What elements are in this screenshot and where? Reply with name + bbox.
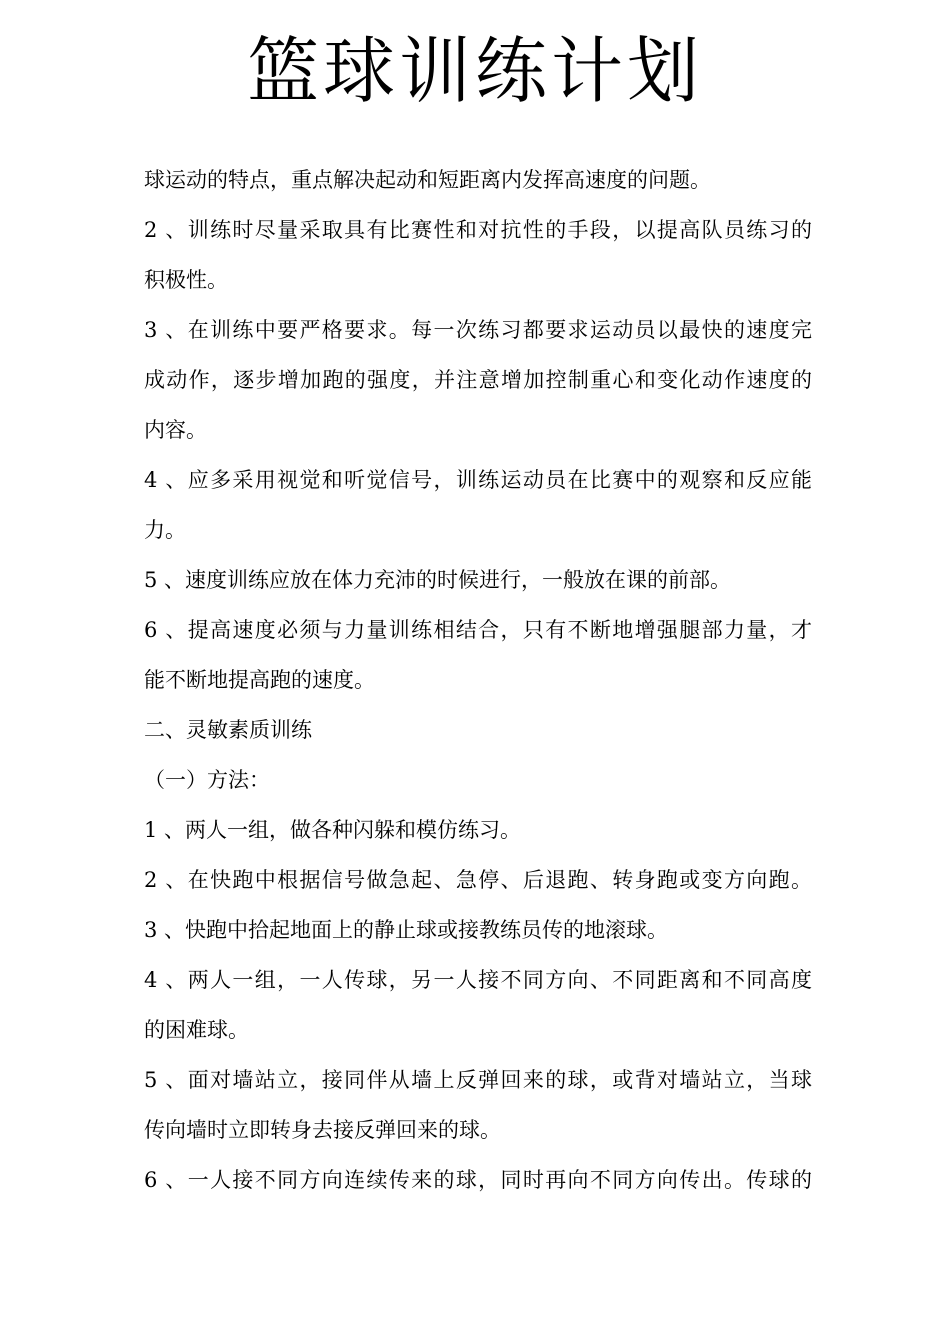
document-body (144, 155, 812, 1205)
body-line: 力。 (144, 518, 186, 542)
body-line: 内容。 (144, 418, 207, 442)
body-line: 5 、面对墙站立，接同伴从墙上反弹回来的球，或背对墙站立，当球 (144, 1068, 812, 1092)
body-line: 5 、速度训练应放在体力充沛的时候进行，一般放在课的前部。 (144, 568, 732, 592)
body-line: 6 、一人接不同方向连续传来的球，同时再向不同方向传出。传球的 (144, 1168, 812, 1192)
body-line: （一）方法： (144, 768, 270, 792)
body-line: 3 、快跑中拾起地面上的静止球或接教练员传的地滚球。 (144, 918, 669, 942)
body-line: 2 、在快跑中根据信号做急起、急停、后退跑、转身跑或变方向跑。 (144, 868, 812, 892)
body-line: 成动作，逐步增加跑的强度，并注意增加控制重心和变化动作速度的 (144, 368, 812, 392)
body-line: 3 、在训练中要严格要求。每一次练习都要求运动员以最快的速度完 (144, 318, 812, 342)
body-line: 二、灵敏素质训练 (144, 718, 312, 742)
body-line: 传向墙时立即转身去接反弹回来的球。 (144, 1118, 501, 1142)
body-line: 积极性。 (144, 268, 228, 292)
body-line: 6 、提高速度必须与力量训练相结合，只有不断地增强腿部力量，才 (144, 618, 812, 642)
body-line: 4 、两人一组，一人传球，另一人接不同方向、不同距离和不同高度 (144, 968, 812, 992)
body-line: 4 、应多采用视觉和听觉信号，训练运动员在比赛中的观察和反应能 (144, 468, 812, 492)
body-line: 能不断地提高跑的速度。 (144, 668, 375, 692)
body-line: 2 、训练时尽量采取具有比赛性和对抗性的手段，以提高队员练习的 (144, 218, 812, 242)
body-line: 的困难球。 (144, 1018, 249, 1042)
document-title: 篮球训练计划 (246, 29, 703, 113)
body-line: 1 、两人一组，做各种闪躲和模仿练习。 (144, 818, 522, 842)
body-line: 球运动的特点，重点解决起动和短距离内发挥高速度的问题。 (144, 168, 711, 192)
